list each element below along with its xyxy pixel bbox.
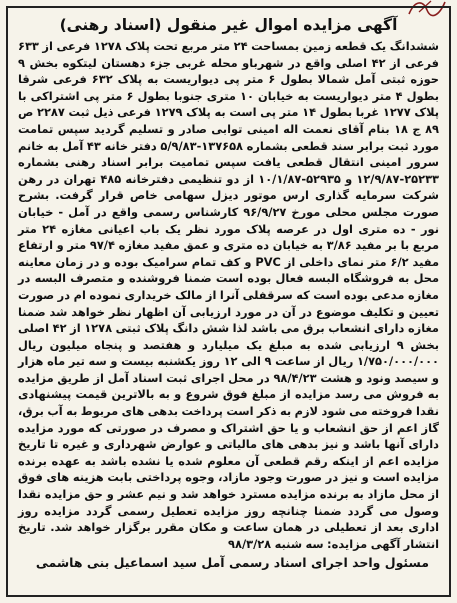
notice-frame	[6, 6, 451, 597]
notice-signature: مسئول واحد اجرای اسناد رسمی آمل سید اسماعیل بنی هاشمی	[35, 555, 429, 571]
notice-title: آگهی مزایده اموال غیر منقول (اسناد رهنی)	[59, 16, 398, 34]
notice-body: ششدانگ یک قطعه زمین بمساحت ۲۴ متر مربع تحت پلاک ۱۲۷۸ فرعی از ۶۳۳ فرعی از ۴۲ اصلی واقع در شهرباو محله غربی جزء دهستان لیتکوه بخش ۹ حوزه ثبتی آمل شمالا بطول ۶ متر پی دیواریست به پلاک ۶۳۲ فرعی شرقا بطول ۴ متر دیواریست به خیابان ۱۰ متری جنوبا بطول ۶ متر پی اشتراکی با پلاک ۱۲۷۷ غربا بطول ۱۴ متر پی است به پلاک ۱۲۷۹ فرعی ذیل ثبت ۲۲۸۷ ص ۸۹ ج ۱۸ بنام آقای نعمت اله امینی توابی صادر و تسلیم گردید سپس تمامت مورد ثبت برابر سند قطعی بشماره ۱۳۷۶۵۸-۵/۹/۸۳ دفتر خانه ۴۳ آمل به خانم سرور امینی انتقال قطعی یافت سپس تمامیت برابر اسناد رهنی بشماره ۲۵۲۳۳-۱۲/۹/۸۷ و ۵۲۹۳۵-۱۰/۱/۸۷ از دو تنظیمی دفترخانه ۴۸۵ تهران در رهن شرکت سرمایه گذاری ارس موتور دیزل سهامی خاص قرار گرفت. بشرح صورت مجلس محلی مورخ ۹۶/۹/۲۷ کارشناس رسمی واقع در آمل - خیابان نور - ده متری اول در عرصه پلاک مورد نظر یک باب اعیانی مغازه ۲۴ متر مربع با بر مفید ۳/۸۶ به خیابان ده متری و عمق مفید مغازه ۹۷/۴ متر و ارتفاع مفید ۶/۲ متر نمای داخلی از PVC و کف تمام سرامیک بوده و در زمان معاینه محل به فروشگاه البسه فعال بوده است ضمنا فروشنده و متصرف البسه در مغازه مدعی بوده است که سرقفلی آنرا از مالک خریداری نموده ام در صورت تعیین و تکلیف موضوع در آن در مورد ارزیابی آن اظهار نظر خواهد شد ضمنا مغازه دارای انشعاب برق می باشد لذا شش دانگ پلاک ثبتی ۱۲۷۸ از ۴۲ اصلی بخش ۹ ارزیابی شده به مبلغ یک میلیارد و هفتصد و پنجاه میلیون ریال ۱/۷۵۰/۰۰۰/۰۰۰ ریال از ساعت ۹ الی ۱۲ روز یکشنبه بیست و سه تیر ماه هزار و سیصد ونود و هشت ۹۸/۴/۲۳ در محل اجرای ثبت اسناد آمل از طریق مزایده به فروش می رسد مزایده از مبلغ فوق شروع و به بالاترین قیمت پیشنهادی نقدا فروخته می شود لازم به ذکر است پرداخت بدهی های مربوط به آب برق، گاز اعم از حق انشعاب و یا حق اشتراک و مصرف در صورتی که مورد مزایده دارای آنها باشد و نیز بدهی های مالیاتی و عوارض شهرداری و غیره تا تاریخ مزایده اعم از اینکه رقم قطعی آن معلوم شده یا نشده باشد به عهده برنده مزایده است و نیز در صورت وجود مازاد، وجوه پرداختی بابت هزینه های فوق از محل مازاد به برنده مزایده مسترد خواهد شد و نیم عشر و حق مزایده نقدا وصول می گردد ضمنا چنانچه روز مزایده تعطیل رسمی گردد مزایده روز اداری بعد از تعطیلی در همان ساعت و مکان مقرر برگزار خواهد شد. تاریخ انتشار آگهی مزایده: سه شنبه ۹۸/۳/۲۸	[18, 39, 440, 551]
